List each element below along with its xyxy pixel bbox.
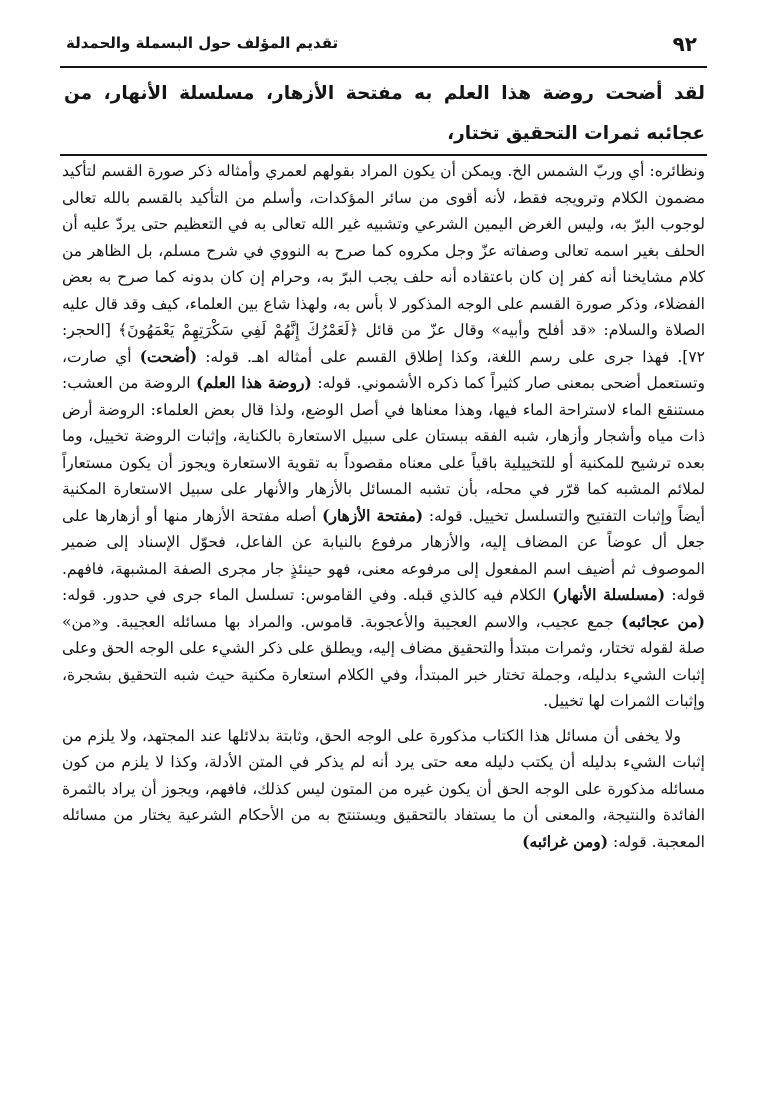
quoted-keyword: (روضة هذا العلم) xyxy=(196,373,312,392)
running-title: تقديم المؤلف حول البسملة والحمدلة xyxy=(66,34,339,52)
section-divider xyxy=(60,154,707,156)
quoted-keyword: (مسلسلة الأنهار) xyxy=(552,585,666,604)
quoted-keyword: (أضحت) xyxy=(139,346,198,366)
commentary-text: ونظائره: أي وربّ الشمس الخ. ويمكن أن يكون المراد بقولهم لعمري وأمثاله ذكر صورة القسم لتأكيد مضمون الكلام وترويجه فقط، لأنه أقوى من سائر المؤكدات، وأسلم من التأكيد بالقسم بالله تعالى لوجوب البرّ به، وليس الغرض اليمين الشرعي وتشبيه غير الله تعالى به في التعظيم حتى يردّ عليه أن الحلف بغير اسمه تعالى وصفاته عزّ وجل مكروه كما صرح به النووي في شرح مسلم، بل الظاهر من كلام مشايخنا أنه كفر إن كان باعتقاده أنه حلف يجب البرّ به، وحرام إن كان بدونه كما صرح به بعض الفضلاء، وذكر صورة القسم على الوجه المذكور لا بأس به، ولهذا شاع بين العلماء، كيف وقد قال عليه الصلاة والسلام: «قد أفلح وأبيه» وقال عزّ من قائل ﴿لَعَمْرُكَ إِنَّهُمْ لَفِي سَكْرَتِهِمْ يَعْمَهُونَ﴾ [الحجر: ٧٢]. فهذا جرى على رسم اللغة، وكذا إطلاق القسم على أمثاله اهـ. قوله: xyxy=(62,162,705,366)
quoted-keyword: (ومن غرائبه) xyxy=(522,831,609,851)
commentary-paragraph xyxy=(62,723,705,856)
quoted-keyword: (من عجائبه) xyxy=(621,611,705,631)
quoted-keyword: (مفتحة الأزهار) xyxy=(322,505,424,525)
header-divider xyxy=(60,66,707,68)
page-header xyxy=(60,30,707,62)
page-number: ٩٢ xyxy=(672,32,697,56)
commentary-text: جمع عجيب، والاسم العجيبة والأعجوبة. قاموس. والمراد بها مسائله العجيبة. و«من» صلة لقوله تختار، وثمرات مبتدأ والتحقيق مضاف إليه، ويطلق على ذكر الشيء على الوجه الحق وعلى إثبات الشيء بدليله، وجملة تختار خبر المبتدأ، وفي الكلام استعارة مكنية حيث شبه التحقيق بشجرة، وإثبات الثمرات لها تخييل. xyxy=(62,612,705,710)
commentary-text: أي صارت، وتستعمل أضحى بمعنى صار كثيراً كما ذكره الأشموني. قوله: xyxy=(62,347,705,392)
main-text: لقد أضحت روضة هذا العلم به مفتحة الأزهار، مسلسلة الأنهار، من عجائبه ثمرات التحقيق تختار، xyxy=(64,83,705,144)
commentary-text: الكلام فيه كالذي قبله. وفي القاموس: تسلسل الماء جرى في حدور. قوله: xyxy=(62,586,553,604)
commentary-paragraph xyxy=(62,158,705,715)
commentary-text: أصله مفتحة الأزهار منها أو أزهارها على جعل أل عوضاً عن المضاف إليه، والأزهار مرفوع بالنيابة عن الفاعل، فحوّل الإسناد إلى ضمير الموصوف ثم أضيف اسم المفعول إلى مرفوعه معنى، فهو حينئذٍ جار مجرى الصفة المشبهة، فافهم. قوله: xyxy=(62,506,705,604)
commentary-text: ولا يخفى أن مسائل هذا الكتاب مذكورة على الوجه الحق، وثابتة بدلائلها عند المجتهد، ولا يلزم من إثبات الشيء بدليله أن يكتب دليله معه حتى يرد أنه لم يذكر في المتن الأدلة، وكذا لا يلزم من كون مسائله مذكورة على الوجه الحق أن يكون غيره من المتون ليس كذلك، فافهم، ويجوز أن يراد بالثمرة الفائدة والنتيجة، والمعنى أن ما يستفاد بالتحقيق ويستنتج به من الأحكام الشرعية يختار من مسائله المعجبة. قوله: xyxy=(62,726,705,851)
commentary-text: الروضة من العشب: مستنقع الماء لاستراحة الماء فيها، وهذا معناها في أصل الوضع، ولذا قال بعض العلماء: الروضة أرض ذات مياه وأشجار وأزهار، شبه الفقه ببستان على سبيل الاستعارة بالكناية، وإثبات الروضة تخييل، وما بعده ترشيح للمكنية أو للتخييلية باقياً على معناه مقصوداً به تقوية الاستعارة ويجوز أن يكون مستعاراً لملائم المشبه كما قرّر في محله، بأن تشبه المسائل بالأزهار والأنهار على سبيل الاستعارة المكنية أيضاً وإثبات التفتيح والتسلسل تخييل. قوله: xyxy=(62,374,705,525)
commentary xyxy=(62,158,705,855)
